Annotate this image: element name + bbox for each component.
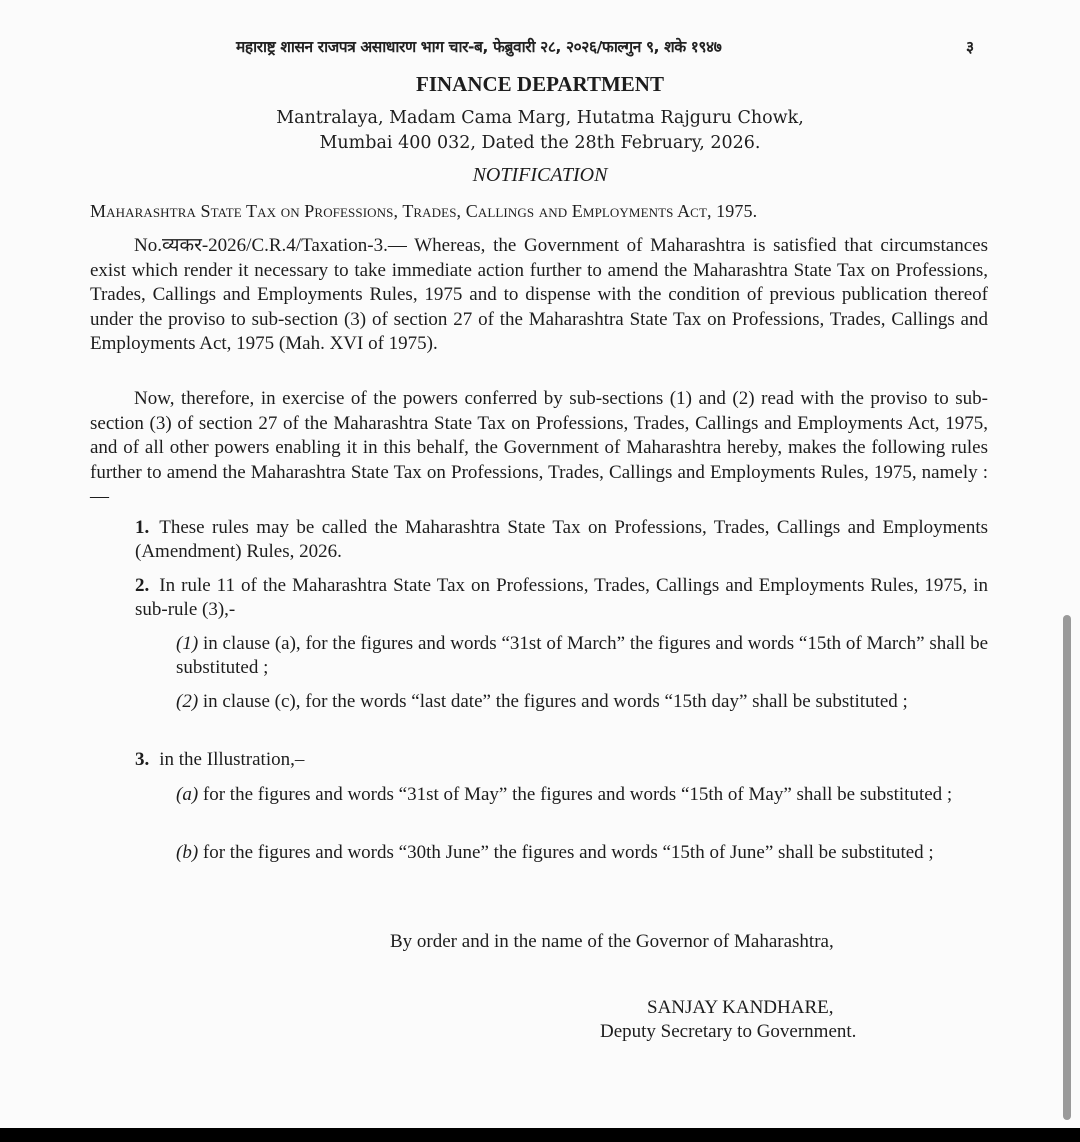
clause-text: in clause (a), for the figures and words “31st of March” the figures and words “15th of March” shall be substituted ; bbox=[176, 633, 988, 678]
now-therefore-paragraph: Now, therefore, in exercise of the powers conferred by sub-sections (1) and (2) read with the proviso to sub-section (3) of section 27 of the Maharashtra State Tax on Professions, Trades, Callings and Employments Act, 1975, and of all other powers enabling it in this behalf, the Government of Maharashtra hereby, makes the following rules further to amend the Maharashtra State Tax on Professions, Trades, Callings and Employments Rules, 1975, namely :— bbox=[90, 388, 988, 507]
signatory-designation: Deputy Secretary to Government. bbox=[600, 1021, 857, 1042]
rule-number: 3. bbox=[135, 749, 150, 770]
clause-label: (2) bbox=[176, 691, 199, 712]
vertical-scrollbar[interactable] bbox=[1063, 615, 1071, 1120]
clause-2 bbox=[176, 690, 988, 714]
rule-number: 2. bbox=[135, 575, 150, 596]
rule-3 bbox=[135, 748, 988, 772]
clause-text: for the figures and words “31st of May” the figures and words “15th of May” shall be substituted ; bbox=[202, 784, 953, 805]
clause-1 bbox=[176, 632, 988, 680]
address-line-1: Mantralaya, Madam Cama Marg, Hutatma Rajguru Chowk, bbox=[276, 108, 804, 128]
rule-1 bbox=[135, 516, 988, 564]
rule-text: in the Illustration,– bbox=[159, 749, 305, 770]
clause-text: in clause (c), for the words “last date” the figures and words “15th day” shall be substituted ; bbox=[202, 691, 908, 712]
rule-2 bbox=[135, 574, 988, 622]
address-line-2: Mumbai 400 032, Dated the 28th February, 2026. bbox=[319, 133, 761, 153]
address-block bbox=[0, 106, 1080, 156]
clause-b bbox=[176, 841, 988, 865]
department-title: FINANCE DEPARTMENT bbox=[416, 72, 664, 96]
rule-text: These rules may be called the Maharashtra State Tax on Professions, Trades, Callings and Employments (Amendment) Rules, 2026. bbox=[135, 517, 988, 562]
clause-a bbox=[176, 783, 988, 807]
rule-text: In rule 11 of the Maharashtra State Tax on Professions, Trades, Callings and Employments Rules, 1975, in sub-rule (3),- bbox=[135, 575, 988, 620]
whereas-paragraph: No.व्यकर-2026/C.R.4/Taxation-3.— Whereas, the Government of Maharashtra is satisfied that circumstances exist which render it necessary to take immediate action further to amend the Maharashtra State Tax on Professions, Trades, Callings and Employments Rules, 1975 and to dispense with the condition of previous publication thereof under the proviso to sub-section (3) of section 27 of the Maharashtra State Tax on Professions, Trades, Callings and Employments Act, 1975 (Mah. XVI of 1975). bbox=[90, 235, 988, 354]
clause-label: (a) bbox=[176, 784, 199, 805]
rule-number: 1. bbox=[135, 517, 150, 538]
clause-text: for the figures and words “30th June” the figures and words “15th of June” shall be substituted ; bbox=[202, 842, 934, 863]
gazette-header-line: महाराष्ट्र शासन राजपत्र असाधारण भाग चार-ब, फेब्रुवारी २८, २०२६/फाल्गुन ९, शके १९४७ bbox=[236, 38, 722, 56]
notification-heading: NOTIFICATION bbox=[472, 164, 608, 186]
gazette-header bbox=[0, 32, 1080, 62]
page-number: ३ bbox=[966, 38, 974, 56]
signatory-name: SANJAY KANDHARE, bbox=[647, 997, 834, 1018]
clause-label: (1) bbox=[176, 633, 199, 654]
clause-label: (b) bbox=[176, 842, 199, 863]
act-title: Maharashtra State Tax on Professions, Trades, Callings and Employments Act, 1975. bbox=[90, 201, 758, 221]
by-order-line: By order and in the name of the Governor of Maharashtra, bbox=[390, 931, 834, 952]
